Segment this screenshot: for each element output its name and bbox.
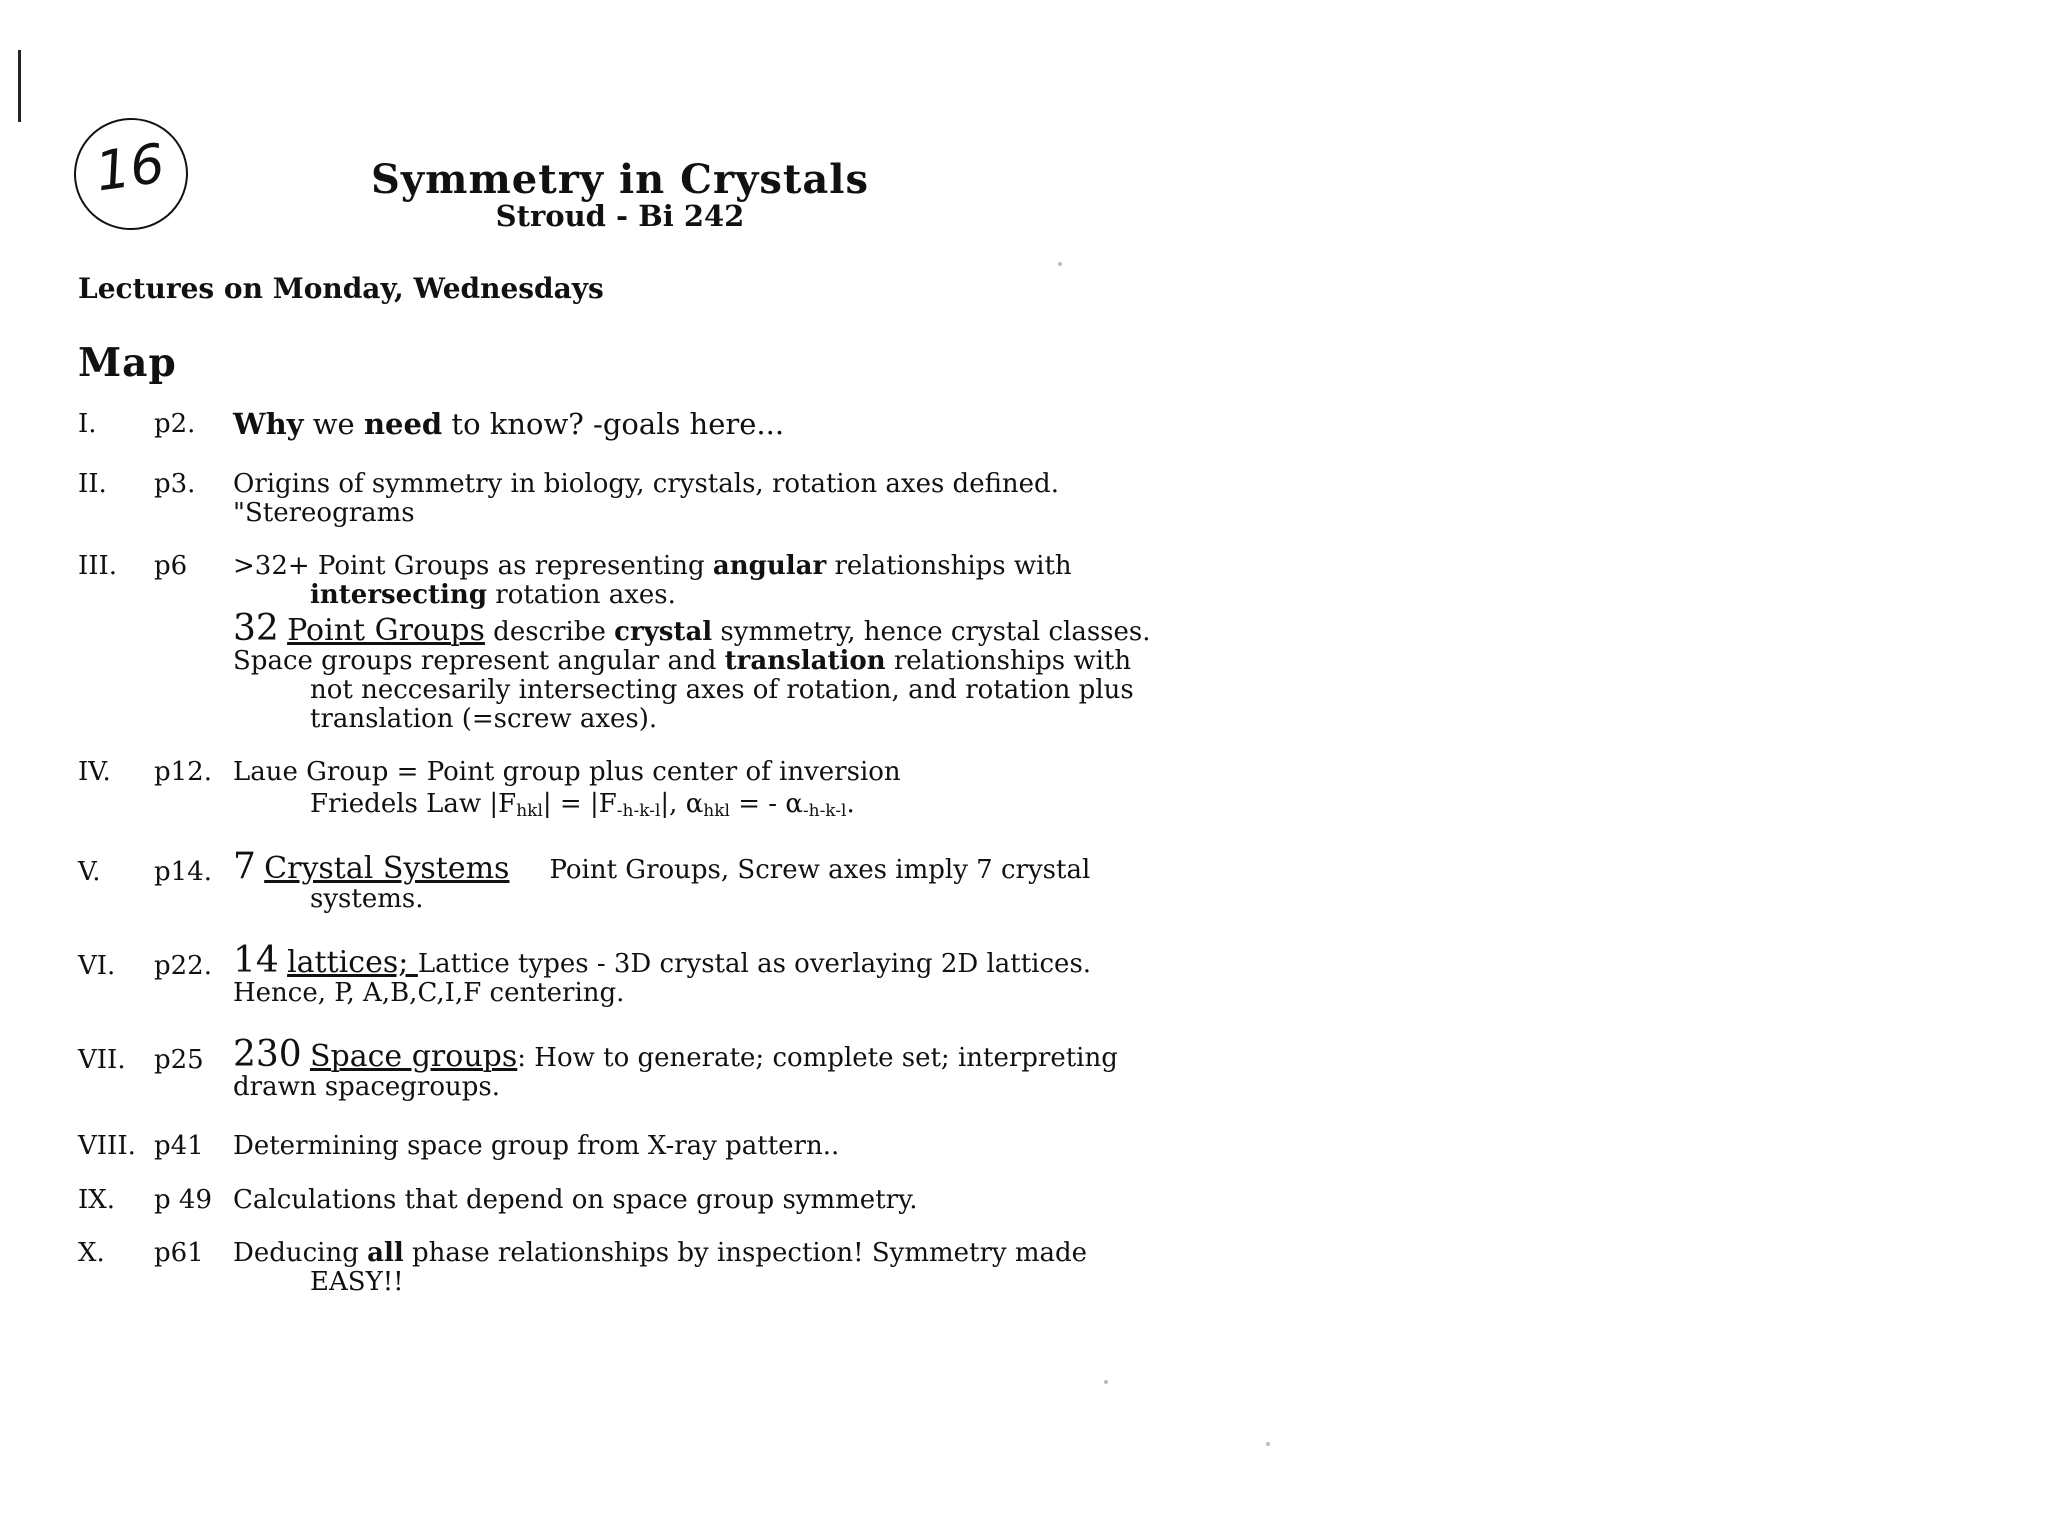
item-emphasis: intersecting <box>310 580 488 610</box>
item-numeral: II. <box>78 469 107 499</box>
item-page-ref: p12. <box>154 757 212 787</box>
item-count: 32 <box>233 608 279 649</box>
item-text-part: phase relationships by inspection! Symmetry made <box>403 1238 1088 1268</box>
item-text-part: relationships with <box>826 551 1072 581</box>
formula-subscript: hkl <box>703 801 730 821</box>
item-text <box>233 470 1233 528</box>
item-text <box>233 1239 1233 1297</box>
formula-part: |, α <box>660 789 704 819</box>
item-numeral: X. <box>78 1238 105 1268</box>
item-text <box>233 1186 1233 1215</box>
handwritten-page-number <box>67 111 195 238</box>
friedels-law <box>233 790 1233 826</box>
item-numeral: III. <box>78 551 118 581</box>
item-text <box>233 846 1233 914</box>
item-page-ref: p25 <box>154 1045 204 1075</box>
item-page-ref: p6 <box>154 551 188 581</box>
item-numeral: V. <box>78 857 101 887</box>
item-numeral: I. <box>78 409 97 439</box>
item-text-part: rotation axes. <box>487 580 676 610</box>
item-text-part: relationships with <box>885 646 1132 676</box>
item-line: "Stereograms <box>233 498 415 528</box>
scan-speck <box>1266 1442 1270 1446</box>
item-text-part: Point Groups, Screw axes imply 7 crystal <box>549 855 1091 885</box>
item-page-ref: p 49 <box>154 1185 212 1215</box>
formula-subscript: -h-k-l <box>802 801 847 821</box>
item-line: Origins of symmetry in biology, crystals, rotation axes defined. <box>233 469 1059 499</box>
item-text <box>233 758 1233 826</box>
title-block <box>330 156 910 233</box>
item-text <box>233 940 1233 1008</box>
margin-mark <box>18 50 21 122</box>
item-line: Hence, P, A,B,C,I,F centering. <box>233 978 625 1008</box>
item-page-ref: p14. <box>154 857 212 887</box>
item-count: 14 <box>233 940 279 981</box>
item-line <box>233 1239 1233 1268</box>
item-count: 230 <box>233 1034 302 1075</box>
item-text <box>233 407 1233 441</box>
item-text-part: to know? -goals here... <box>442 407 785 441</box>
item-line: drawn spacegroups. <box>233 1072 500 1102</box>
item-topic: lattices; <box>287 945 418 980</box>
item-emphasis: crystal <box>614 617 713 647</box>
item-numeral: VI. <box>78 951 116 981</box>
item-line <box>233 1034 1233 1075</box>
item-emphasis: Why <box>233 407 304 441</box>
item-line <box>233 581 1233 610</box>
item-line <box>233 846 1233 887</box>
item-line <box>233 552 1233 581</box>
item-text <box>233 1132 1233 1161</box>
item-line: translation (=screw axes). <box>310 704 658 734</box>
formula-part: | = |F <box>542 789 617 819</box>
item-text-part: Lattice types - 3D crystal as overlaying 2D lattices. <box>417 949 1092 979</box>
item-page-ref: p61 <box>154 1238 204 1268</box>
item-line: not neccesarily intersecting axes of rotation, and rotation plus <box>310 675 1134 705</box>
item-topic: Crystal Systems <box>264 851 510 886</box>
item-text-part: Deducing <box>233 1238 368 1268</box>
item-page-ref: p22. <box>154 951 212 981</box>
item-line: Laue Group = Point group plus center of inversion <box>233 757 901 787</box>
item-emphasis: translation <box>724 646 886 676</box>
item-line: EASY!! <box>310 1267 404 1297</box>
item-line <box>233 647 1233 676</box>
item-topic: Space groups <box>309 1039 518 1074</box>
map-heading: Map <box>78 340 177 386</box>
item-line: Determining space group from X-ray pattern.. <box>233 1131 840 1161</box>
document-title: Symmetry in Crystals <box>371 156 869 203</box>
item-numeral: VII. <box>78 1045 126 1075</box>
lecture-schedule: Lectures on Monday, Wednesdays <box>78 272 604 305</box>
item-text-part: : How to generate; complete set; interpreting <box>517 1043 1118 1073</box>
item-numeral: IV. <box>78 757 111 787</box>
item-topic: Point Groups <box>287 613 485 648</box>
item-line <box>233 608 1233 649</box>
formula-subscript: -h-k-l <box>616 801 661 821</box>
item-page-ref: p2. <box>154 409 196 439</box>
page-number: 16 <box>91 131 169 204</box>
item-numeral: VIII. <box>78 1131 136 1161</box>
document-subtitle: Stroud - Bi 242 <box>495 199 745 233</box>
formula-subscript: hkl <box>516 801 543 821</box>
item-line: systems. <box>310 884 424 914</box>
item-page-ref: p41 <box>154 1131 204 1161</box>
item-text <box>233 552 1233 734</box>
item-numeral: IX. <box>78 1185 116 1215</box>
item-text-part: describe <box>484 617 615 647</box>
item-text <box>233 1034 1233 1102</box>
scan-speck <box>1104 1380 1108 1384</box>
item-text-part: Space groups represent angular and <box>233 646 725 676</box>
item-text-part: symmetry, hence crystal classes. <box>712 617 1151 647</box>
item-page-ref: p3. <box>154 469 196 499</box>
item-emphasis: angular <box>712 551 827 581</box>
item-emphasis: need <box>363 407 443 441</box>
item-line <box>233 940 1233 981</box>
item-text-part: >32+ Point Groups as representing <box>233 551 713 581</box>
item-line: Calculations that depend on space group symmetry. <box>233 1185 918 1215</box>
scan-speck <box>1058 262 1062 266</box>
formula-part: Friedels Law |F <box>310 789 517 819</box>
item-emphasis: all <box>367 1238 404 1268</box>
item-count: 7 <box>233 846 256 887</box>
item-text-part: we <box>303 407 364 441</box>
formula-part: . <box>846 789 855 819</box>
formula-part: = - α <box>729 789 803 819</box>
